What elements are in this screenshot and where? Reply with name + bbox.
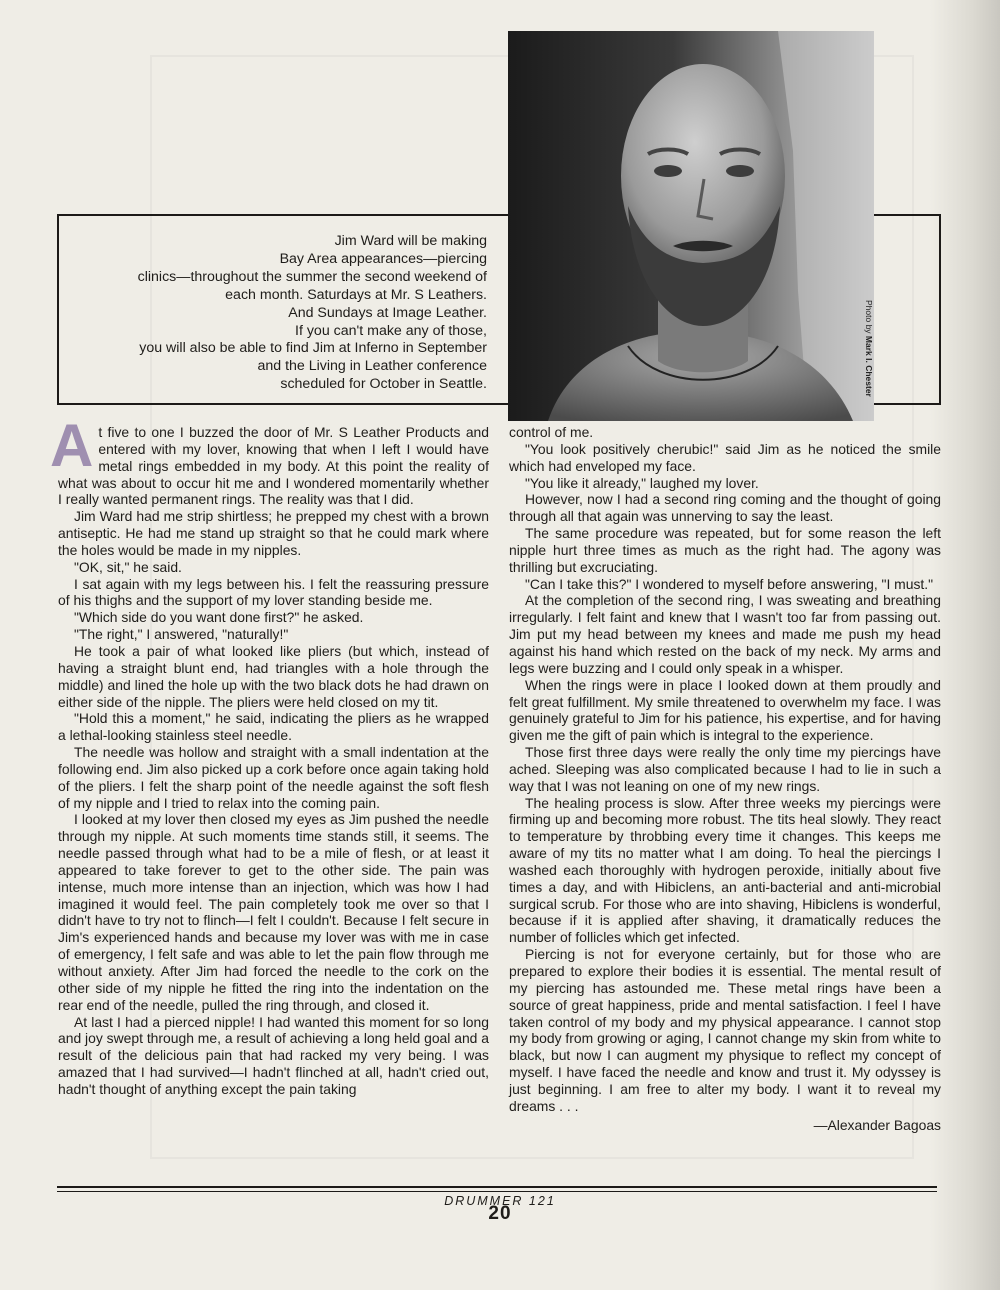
sidebar-line: And Sundays at Image Leather. bbox=[288, 304, 487, 321]
article-paragraph: The same procedure was repeated, but for some reason the left nipple hurt three times as much as the right had. The agony was thrilling but excruciating. bbox=[509, 525, 941, 575]
article-paragraph: He took a pair of what looked like pliers (but which, instead of having a straight blunt end, had triangles with a hole through the middle) and lined the hole up with the two black dots he had drawn on either side of the nipple. The pliers were held closed on my tit. bbox=[58, 642, 489, 710]
portrait-photo bbox=[508, 31, 874, 421]
sidebar-line: each month. Saturdays at Mr. S Leathers. bbox=[225, 286, 487, 303]
article-paragraph: "You look positively cherubic!" said Jim as he noticed the smile which had enveloped my face. bbox=[509, 440, 941, 474]
article-paragraph: "Hold this a moment," he said, indicating the pliers as he wrapped a lethal-looking stainless steel needle. bbox=[58, 710, 489, 744]
article-left-column bbox=[50, 412, 489, 1098]
article-paragraph: The needle was hollow and straight with a small indentation at the following end. Jim also picked up a cork before once again taking hold of the pliers. I felt the sharp point of the needle against the soft flesh of my nipple and I tried to relax into the coming pain. bbox=[58, 744, 489, 811]
article-paragraph: "The right," I answered, "naturally!" bbox=[74, 626, 289, 643]
photo-credit-name: Mark I. Chester bbox=[864, 335, 874, 397]
article-paragraph: "Can I take this?" I wondered to myself before answering, "I must." bbox=[525, 575, 934, 592]
article-paragraph bbox=[50, 412, 489, 508]
article-paragraph: "Which side do you want done first?" he asked. bbox=[74, 609, 364, 626]
article-paragraph: I sat again with my legs between his. I felt the reassuring pressure of his thighs and the support of my lover standing beside me. bbox=[58, 575, 489, 609]
magazine-name: DRUMMER 121 bbox=[444, 1194, 556, 1208]
footer-rule-thin bbox=[57, 1191, 937, 1192]
article-paragraph: When the rings were in place I looked down at them proudly and felt great fulfillment. My smile threatened to overwhelm my face. I was genuinely grateful to Jim for his patience, his expertise, and for having given me the gift of pain which is integral to the experience. bbox=[509, 676, 941, 744]
photo-credit-prefix: Photo by bbox=[864, 300, 874, 336]
article-paragraph: Piercing is not for everyone certainly, but for those who are prepared to explore their bodies it is essential. The mental result of my piercing has astounded me. These metal rings have been a source of great happiness, pride and mental satisfaction. I feel I have taken control of my body and my physical appearance. I cannot stop my body from growing or aging, I cannot change my skin from white to black, but now I can augment my physique to reflect my concept of myself. I have faced the needle and know and trust it. My odyssey is just beginning. I am free to alter my body. I want it to reveal my dreams . . . bbox=[509, 946, 941, 1114]
drop-cap: A bbox=[50, 412, 94, 479]
sidebar-line: Bay Area appearances—piercing bbox=[279, 250, 487, 267]
sidebar-line: If you can't make any of those, bbox=[295, 322, 487, 339]
page-number: 20 bbox=[488, 1203, 512, 1224]
article-paragraph: I looked at my lover then closed my eyes as Jim pushed the needle through my nipple. At such moments time stands still, it seems. The needle passed through what had to be a mile of flesh, or at least it appeared to take forever to get to the other side. The pain was intense, much more intense than an injection, which was how I had imagined it would feel. The pain completely took me over so that I didn't have to try not to flinch—I felt I couldn't. Because I felt secure in Jim's experienced hands and because my lover was with me in case of emergency, I felt safe and was able to let the pain flow through me without anxiety. After Jim had forced the needle to the cork on the other side of my nipple he fitted the ring into the indentation on the rear end of the needle, pulled the ring through, and closed it. bbox=[58, 811, 489, 1013]
paragraph-text: t five to one I buzzed the door of Mr. S Leather Products and entered with my lover, knowing that when I left I would have metal rings embedded in my body. At this point the reality of what was about to occur hit me and I wondered momentarily whether I really wanted permanent rings. The reality was that I did. bbox=[58, 424, 489, 508]
sidebar-line: scheduled for October in Seattle. bbox=[280, 376, 487, 393]
footer-rule bbox=[57, 1186, 937, 1188]
article-paragraph: At last I had a pierced nipple! I had wanted this moment for so long and joy swept through me, a result of achieving a long held goal and a result of the delicious pain that had racked my very being. I was amazed that I had survived—I hadn't flinched at all, hadn't cried out, hadn't thought of anything except the pain taking bbox=[58, 1013, 489, 1097]
article-paragraph: "OK, sit," he said. bbox=[74, 558, 182, 575]
article-right-column bbox=[509, 424, 941, 1133]
article-paragraph: Those first three days were really the only time my piercings have ached. Sleeping was also complicated because I had to lie in such a way that I was not leaning on one of my new rings. bbox=[509, 744, 941, 794]
article-paragraph: However, now I had a second ring coming and the thought of going through all that again was unnerving to say the least. bbox=[509, 491, 941, 525]
sidebar-announcement bbox=[60, 233, 487, 394]
article-paragraph: At the completion of the second ring, I was sweating and breathing irregularly. I felt faint and knew that I wasn't too far from passing out. Jim put my head between my knees and made me push my head against his hand which rested on the back of my neck. My arms and legs were buzzing and I could only speak in a whisper. bbox=[509, 592, 941, 676]
sidebar-line: and the Living in Leather conference bbox=[257, 358, 487, 375]
article-continuation: control of me. bbox=[509, 424, 594, 440]
sidebar-line: you will also be able to find Jim at Inferno in September bbox=[139, 340, 487, 357]
photo-credit bbox=[864, 300, 874, 397]
author-signature: —Alexander Bagoas bbox=[813, 1116, 941, 1133]
article-paragraph: Jim Ward had me strip shirtless; he prepped my chest with a brown antiseptic. He had me stand up straight so that he could mark where the holes would be made in my nipples. bbox=[58, 508, 489, 558]
article-paragraph: The healing process is slow. After three weeks my piercings were firming up and becoming more robust. The tits heal slowly. They react to temperature by throbbing every time it changes. This keeps me aware of my tits no matter what I am doing. To heal the piercings I washed each thoroughly with hydrogen peroxide, initially about five times a day, and with Hibiclens, an anti-bacterial and anti-microbial surgical scrub. For those who are into shaving, Hibiclens is wonderful, because if it is applied after shaving, it dramatically reduces the number of follicles which get infected. bbox=[509, 794, 941, 946]
sidebar-line: clinics—throughout the summer the second weekend of bbox=[137, 268, 487, 285]
article-paragraph: "You like it already," laughed my lover. bbox=[525, 474, 759, 491]
sidebar-line: Jim Ward will be making bbox=[334, 233, 487, 249]
